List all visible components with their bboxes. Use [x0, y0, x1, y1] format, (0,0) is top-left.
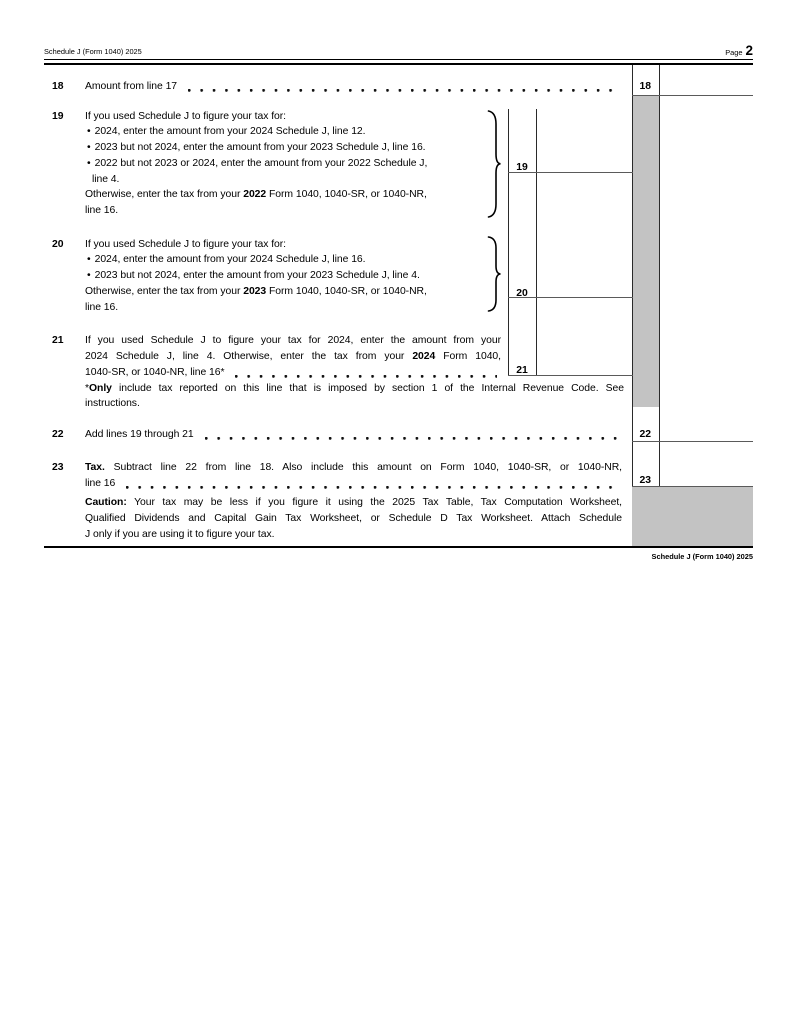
line20-intro: If you used Schedule J to figure your tax for:	[85, 238, 287, 250]
line21-number: 21	[52, 335, 64, 346]
line20-text	[85, 237, 487, 316]
line19-bullet-2: • 2023 but not 2024, enter the amount from your 2023 Schedule J, line 16.	[87, 140, 487, 156]
header-form-id: Schedule J (Form 1040) 2025	[44, 47, 142, 56]
footnote-wrap: instructions.	[85, 398, 140, 410]
inner-column-left-line	[508, 109, 509, 376]
line19-brace-icon	[486, 110, 502, 218]
line21-footnote: *Only include tax reported on this line that is imposed by section 1 of the Internal Revenue Code. See instructions.	[85, 381, 624, 413]
shaded-bottom-block	[632, 487, 753, 546]
line22-box-label: 22	[639, 428, 652, 440]
line23-row-2: line 16	[85, 476, 622, 492]
line20-bullet-2: • 2023 but not 2024, enter the amount from your 2023 Schedule J, line 4.	[87, 268, 487, 284]
line23-box-label: 23	[639, 474, 652, 486]
line19-bullet-3: • 2022 but not 2023 or 2024, enter the amount from your 2022 Schedule J,	[87, 156, 487, 172]
line19-otherwise: Otherwise, enter the tax from your 2022 Form 1040, 1040-SR, or 1040-NR,	[85, 189, 427, 201]
line21-amount-field[interactable]	[538, 299, 631, 373]
line20-otherwise-wrap: line 16.	[85, 301, 119, 313]
line19-number: 19	[52, 110, 64, 122]
footer-form-id: Schedule J (Form 1040) 2025	[651, 552, 753, 561]
line20-brace-icon	[486, 236, 502, 312]
line18-box-label: 18	[639, 81, 652, 92]
line19-intro: If you used Schedule J to figure your tax for:	[85, 110, 287, 122]
line19-bullet-3-wrap: line 4.	[92, 173, 120, 185]
line20-box-label: 20	[516, 288, 528, 299]
line23-text	[85, 460, 622, 492]
shaded-column	[633, 96, 659, 408]
line20-bullet-1: • 2024, enter the amount from your 2024 Schedule J, line 16.	[87, 252, 487, 268]
page-number: 2	[745, 43, 753, 58]
line21-dot-leader	[231, 365, 497, 381]
line18-amount-field[interactable]	[660, 66, 752, 93]
line23-row-1: Tax. Subtract line 22 from line 18. Also include this amount on Form 1040, 1040-SR, or 1040-NR,	[85, 462, 622, 473]
line18-row	[85, 79, 622, 95]
line21-row-3: 1040-SR, or 1040-NR, line 16*	[85, 365, 501, 381]
line22-number: 22	[52, 429, 64, 440]
line18-number: 18	[52, 81, 64, 92]
line19-bullet-1: • 2024, enter the amount from your 2024 Schedule J, line 12.	[87, 124, 487, 140]
line23-number: 23	[52, 462, 64, 473]
line19-otherwise-wrap: line 16.	[85, 205, 119, 217]
line21-box-label: 21	[516, 365, 528, 376]
line20-otherwise: Otherwise, enter the tax from your 2023 Form 1040, 1040-SR, or 1040-NR,	[85, 285, 427, 297]
line22-dot-leader	[201, 427, 618, 443]
line23-amount-field[interactable]	[660, 442, 752, 485]
line19-text	[85, 109, 487, 220]
line18-label: Amount from line 17	[85, 81, 178, 92]
line21-row-1: If you used Schedule J to figure your tax for 2024, enter the amount from your	[85, 335, 501, 346]
line19-amount-field[interactable]	[538, 110, 631, 170]
caution-text: Caution: Your tax may be less if you figure it using the 2025 Tax Table, Tax Computation Worksheet, Qualified Dividends and Capital Gain Tax Worksheet, or Schedule D Tax Worksheet. Attach Schedule J only if you are using it to figure your tax.	[85, 497, 622, 540]
line20-amount-field[interactable]	[538, 174, 631, 295]
line23-dot-leader	[122, 476, 618, 492]
page-indicator	[725, 43, 753, 58]
line22-amount-field[interactable]	[660, 408, 752, 439]
header-thin-rule	[44, 59, 753, 60]
line18-dot-leader	[184, 79, 618, 95]
page-label: Page	[725, 48, 743, 57]
line19-box-label: 19	[516, 161, 528, 173]
line21-text	[85, 333, 501, 380]
line22-label: Add lines 19 through 21	[85, 429, 194, 440]
line22-row	[85, 427, 622, 443]
inner-column-right-line	[536, 109, 537, 376]
header-thick-rule	[44, 63, 753, 66]
caution-label: Caution:	[85, 497, 127, 508]
line21-row-2: 2024 Schedule J, line 4. Otherwise, enter the tax from your 2024 Form 1040,	[85, 350, 502, 362]
line20-number: 20	[52, 238, 64, 250]
bottom-rule	[44, 546, 753, 549]
